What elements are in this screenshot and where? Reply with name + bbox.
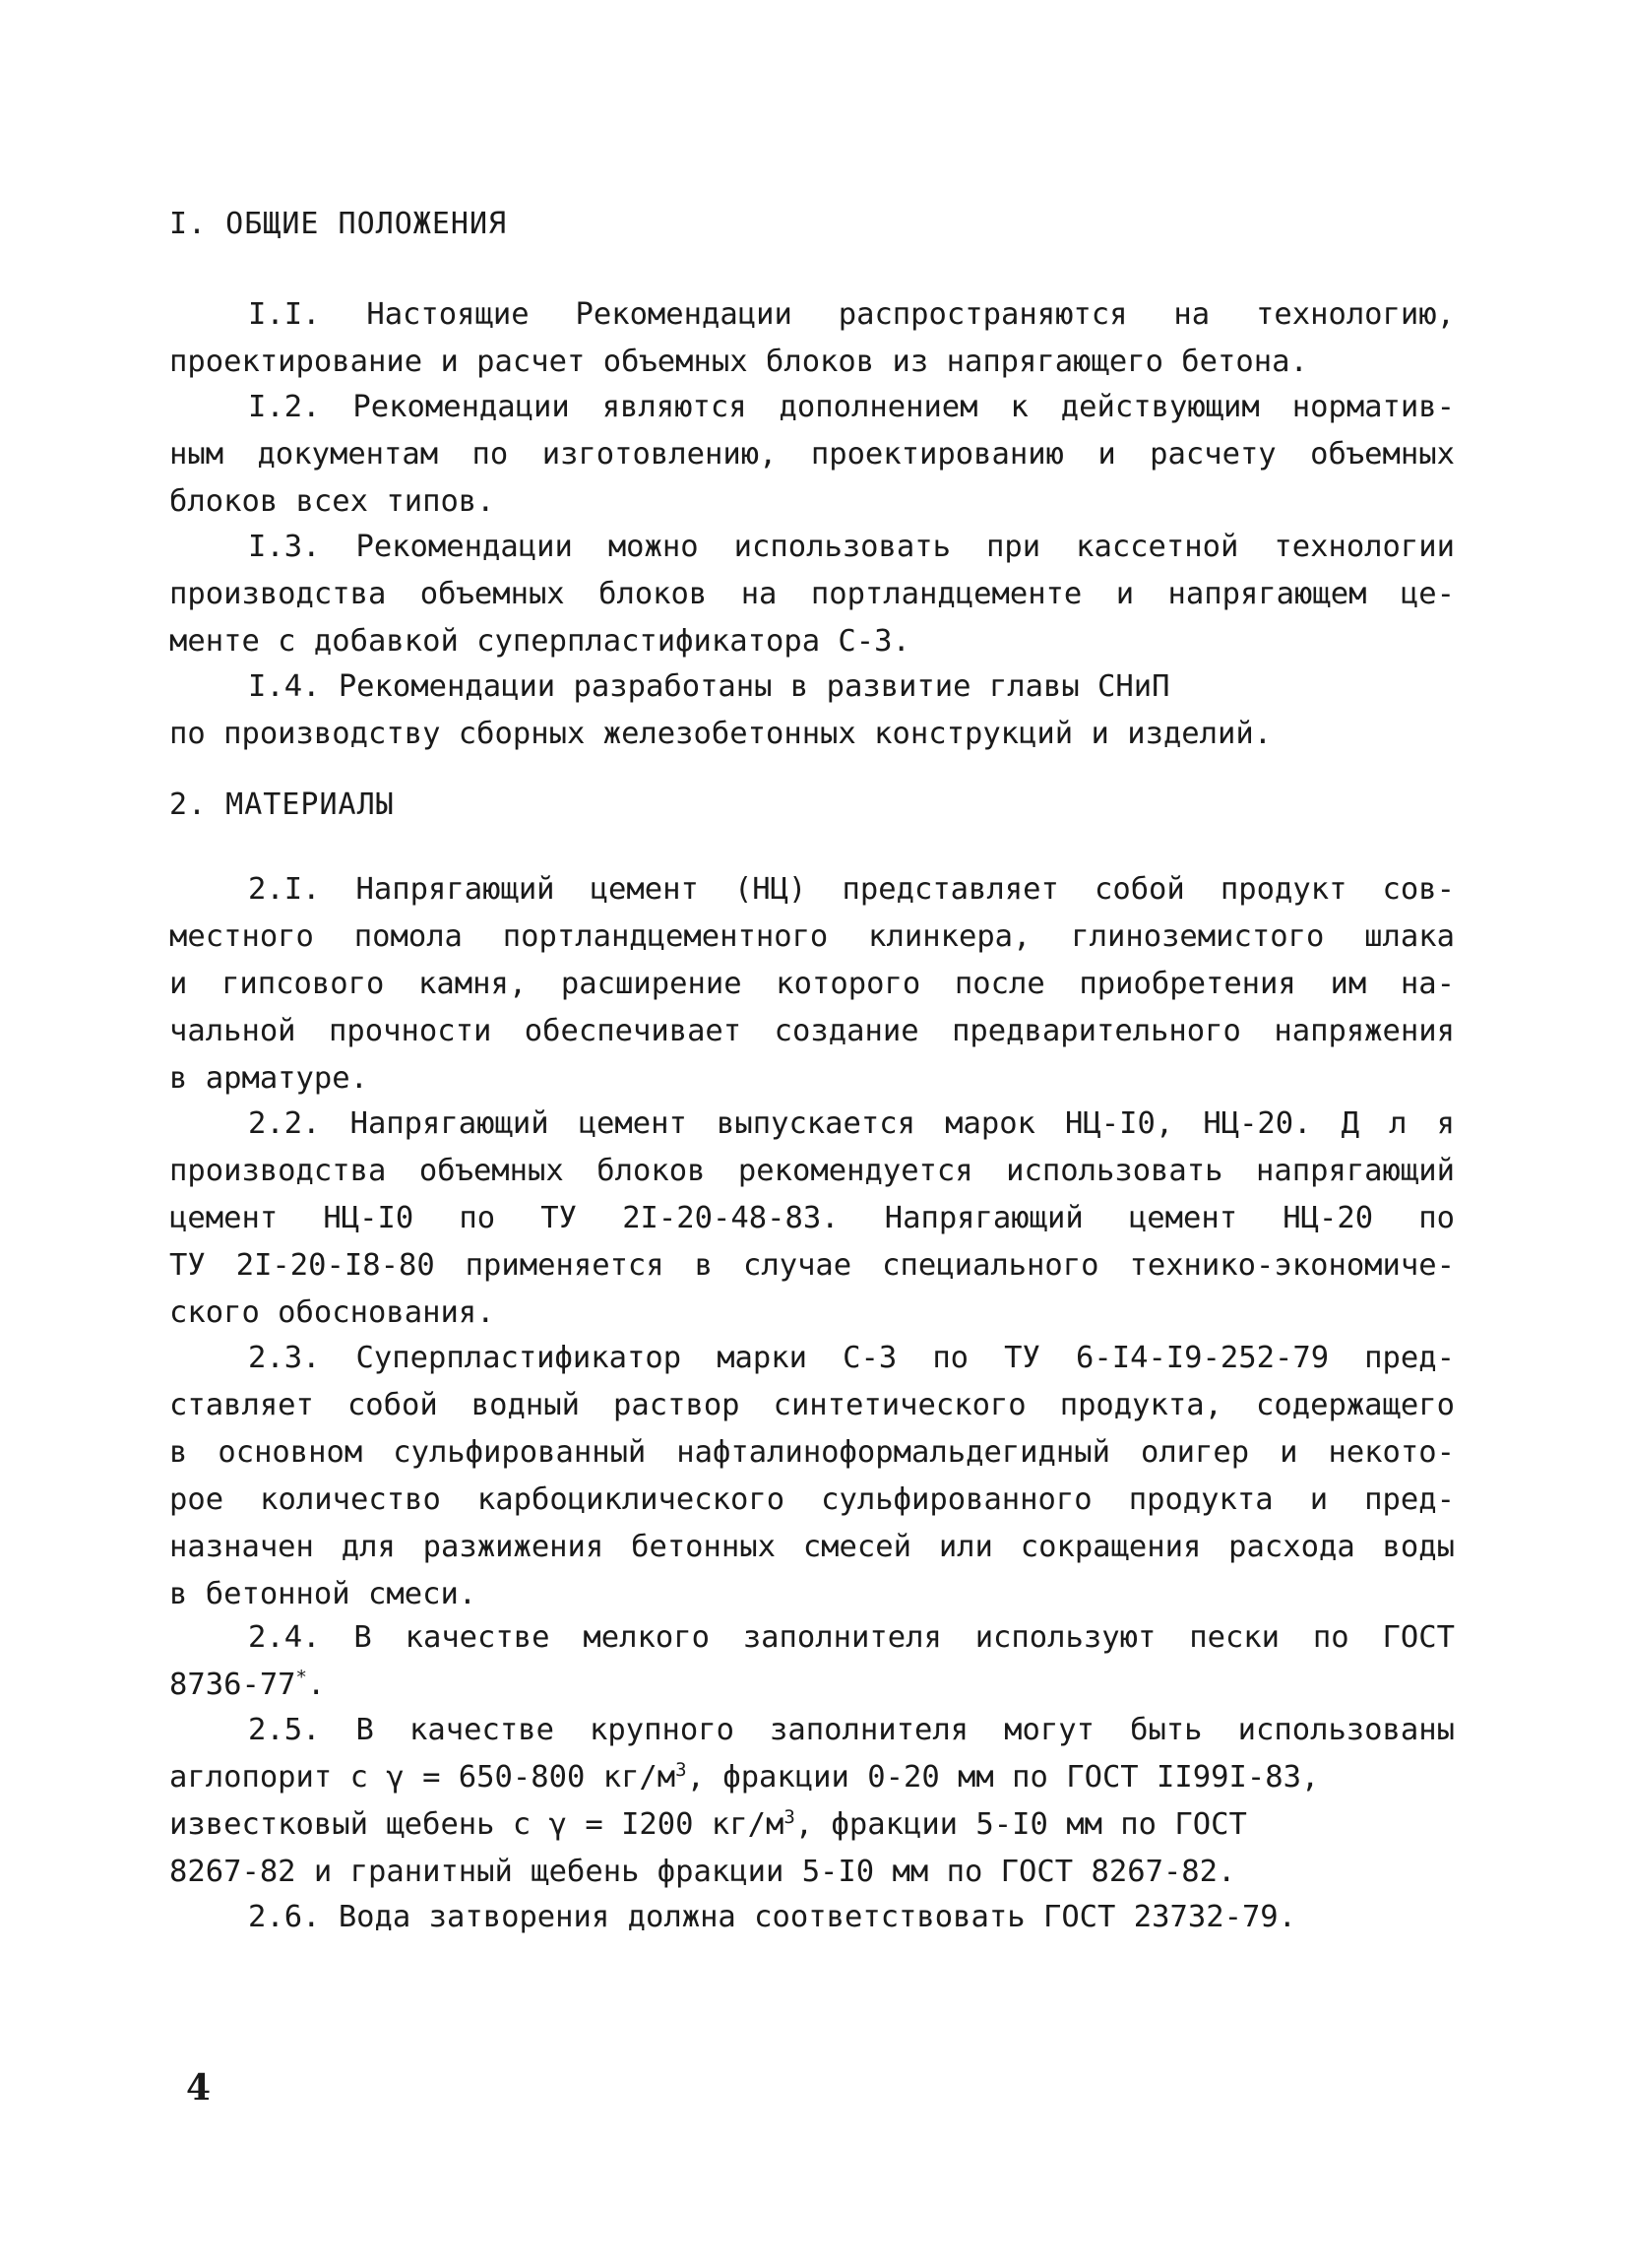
text-line: проектирование и расчет объемных блоков из напрягающего бетона. [169, 345, 1308, 379]
text-line: I.I. Настоящие Рекомендации распространяются на технологию, [248, 297, 1455, 332]
text-line: 8267-82 и гранитный щебень фракции 5-I0 мм по ГОСТ 8267-82. [169, 1855, 1236, 1889]
text-fragment: , фракции 0-20 мм по ГОСТ II99I-83, [686, 1760, 1320, 1795]
text-fragment: аглопорит с γ = 650-800 кг/м [169, 1760, 676, 1795]
asterisk-mark: * [295, 1666, 307, 1688]
text-line: назначен для разжижения бетонных смесей или сокращения расхода воды [169, 1530, 1455, 1564]
paragraph-2-1 [169, 866, 1455, 1102]
page-number: 4 [186, 2067, 212, 2109]
text-line: 2.5. В качестве крупного заполнителя могут быть использованы [248, 1713, 1455, 1747]
text-line: I.2. Рекомендации являются дополнением к действующим норматив- [248, 390, 1455, 424]
text-line: 2.4. В качестве мелкого заполнителя используют пески по ГОСТ [248, 1620, 1455, 1655]
paragraph-1-1 [169, 291, 1455, 386]
superscript: 3 [675, 1758, 687, 1781]
text-line: ставляет собой водный раствор синтетического продукта, содержащего [169, 1388, 1455, 1422]
paragraph-1-4 [169, 663, 1455, 758]
period: . [307, 1668, 326, 1702]
text-line: I.4. Рекомендации разработаны в развитие главы СНиП [248, 669, 1170, 704]
text-fragment: , фракции 5-I0 мм по ГОСТ [794, 1807, 1247, 1842]
text-line: ТУ 2I-20-I8-80 применяется в случае специального технико-экономиче- [169, 1248, 1455, 1283]
text-line: чальной прочности обеспечивает создание предварительного напряжения [169, 1014, 1455, 1048]
text-line: производства объемных блоков на портландцементе и напрягающем це- [169, 577, 1455, 611]
text-fragment: известковый щебень с γ = I200 кг/м [169, 1807, 784, 1842]
text-line: менте с добавкой суперпластификатора С-3. [169, 624, 910, 659]
text-line [169, 1662, 1455, 1709]
superscript: 3 [783, 1805, 795, 1828]
text-line: местного помола портландцементного клинкера, глиноземистого шлака [169, 919, 1455, 954]
section-heading-general: I. ОБЩИЕ ПОЛОЖЕНИЯ [169, 207, 508, 241]
text-line: в бетонной смеси. [169, 1577, 477, 1611]
section-heading-materials: 2. МАТЕРИАЛЫ [169, 788, 395, 822]
text-line [169, 1754, 1455, 1801]
paragraph-2-2 [169, 1101, 1455, 1337]
text-line: блоков всех типов. [169, 484, 495, 519]
text-line: ным документам по изготовлению, проектированию и расчету объемных [169, 437, 1455, 472]
text-line: 2.6. Вода затворения должна соответствовать ГОСТ 23732-79. [248, 1900, 1297, 1934]
paragraph-2-6 [169, 1894, 1455, 1941]
paragraph-2-5 [169, 1707, 1455, 1896]
paragraph-1-3 [169, 524, 1455, 665]
text-line: и гипсового камня, расширение которого после приобретения им на- [169, 967, 1455, 1001]
paragraph-2-4 [169, 1614, 1455, 1709]
text-line: производства объемных блоков рекомендуется использовать напрягающий [169, 1154, 1455, 1188]
paragraph-2-3 [169, 1335, 1455, 1618]
paragraph-1-2 [169, 384, 1455, 526]
text-line: по производству сборных железобетонных конструкций и изделий. [169, 717, 1273, 751]
text-line: I.3. Рекомендации можно использовать при кассетной технологии [248, 530, 1455, 564]
text-line [169, 1801, 1455, 1849]
text-line: ского обоснования. [169, 1295, 495, 1330]
gost-number: 8736-77 [169, 1668, 296, 1702]
text-line: 2.3. Суперпластификатор марки С-3 по ТУ 6-I4-I9-252-79 пред- [248, 1341, 1455, 1375]
text-line: рое количество карбоциклического сульфированного продукта и пред- [169, 1482, 1455, 1517]
text-line: в основном сульфированный нафталиноформальдегидный олигер и некото- [169, 1435, 1455, 1470]
text-line: 2.2. Напрягающий цемент выпускается марок НЦ-I0, НЦ-20. Д л я [248, 1106, 1455, 1141]
text-line: цемент НЦ-I0 по ТУ 2I-20-48-83. Напрягающий цемент НЦ-20 по [169, 1201, 1455, 1235]
text-line: 2.I. Напрягающий цемент (НЦ) представляет собой продукт сов- [248, 872, 1455, 907]
text-line: в арматуре. [169, 1061, 368, 1096]
